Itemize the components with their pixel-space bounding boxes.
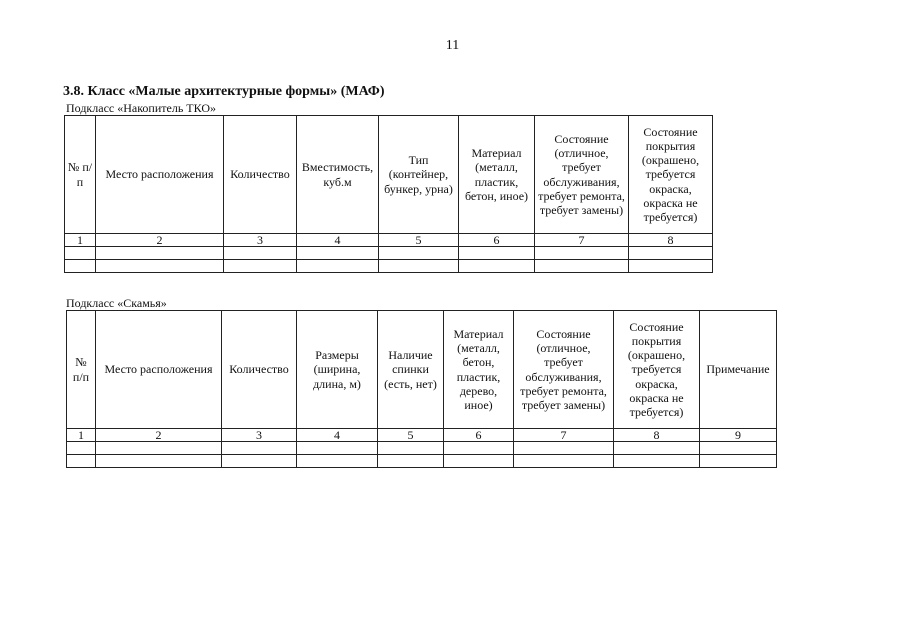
storage-table	[64, 115, 713, 273]
column-number: 6	[459, 234, 535, 247]
column-number: 1	[67, 429, 96, 442]
header-cell: Размеры (ширина, длина, м)	[297, 311, 378, 429]
empty-row	[65, 260, 713, 273]
column-number: 4	[297, 429, 378, 442]
column-number: 3	[222, 429, 297, 442]
header-cell: Место расположения	[96, 116, 224, 234]
empty-row	[67, 455, 777, 468]
column-number: 3	[224, 234, 297, 247]
header-cell: № п/п	[67, 311, 96, 429]
section-title: 3.8. Класс «Малые архитектурные формы» (МАФ)	[63, 84, 385, 99]
header-cell: Количество	[224, 116, 297, 234]
column-number: 5	[379, 234, 459, 247]
column-number: 2	[96, 429, 222, 442]
header-cell: Материал (металл, бетон, пластик, дерево, иное)	[444, 311, 514, 429]
header-cell: Материал (металл, пластик, бетон, иное)	[459, 116, 535, 234]
header-cell: Вместимость, куб.м	[297, 116, 379, 234]
header-cell: Состояние (отличное, требует обслуживания, требует ремонта, требует замены)	[514, 311, 614, 429]
empty-row	[67, 442, 777, 455]
header-cell: Состояние покрытия (окрашено, требуется окраска, окраска не требуется)	[629, 116, 713, 234]
header-cell: Количество	[222, 311, 297, 429]
page-number: 11	[445, 38, 460, 53]
subclass-title-storage: Подкласс «Накопитель ТКО»	[66, 101, 217, 115]
column-number: 5	[378, 429, 444, 442]
column-number: 7	[535, 234, 629, 247]
column-number: 9	[700, 429, 777, 442]
column-number: 8	[629, 234, 713, 247]
empty-row	[65, 247, 713, 260]
header-cell: Наличие спинки (есть, нет)	[378, 311, 444, 429]
column-number: 4	[297, 234, 379, 247]
header-cell: Состояние (отличное, требует обслуживания, требует ремонта, требует замены)	[535, 116, 629, 234]
bench-table	[66, 310, 777, 468]
header-cell: Тип (контейнер, бункер, урна)	[379, 116, 459, 234]
subclass-title-bench: Подкласс «Скамья»	[66, 296, 167, 310]
header-cell: Примечание	[700, 311, 777, 429]
column-number: 6	[444, 429, 514, 442]
column-number: 1	[65, 234, 96, 247]
column-number: 8	[614, 429, 700, 442]
header-cell: № п/п	[65, 116, 96, 234]
column-number: 7	[514, 429, 614, 442]
header-cell: Состояние покрытия (окрашено, требуется окраска, окраска не требуется)	[614, 311, 700, 429]
column-number: 2	[96, 234, 224, 247]
header-cell: Место расположения	[96, 311, 222, 429]
